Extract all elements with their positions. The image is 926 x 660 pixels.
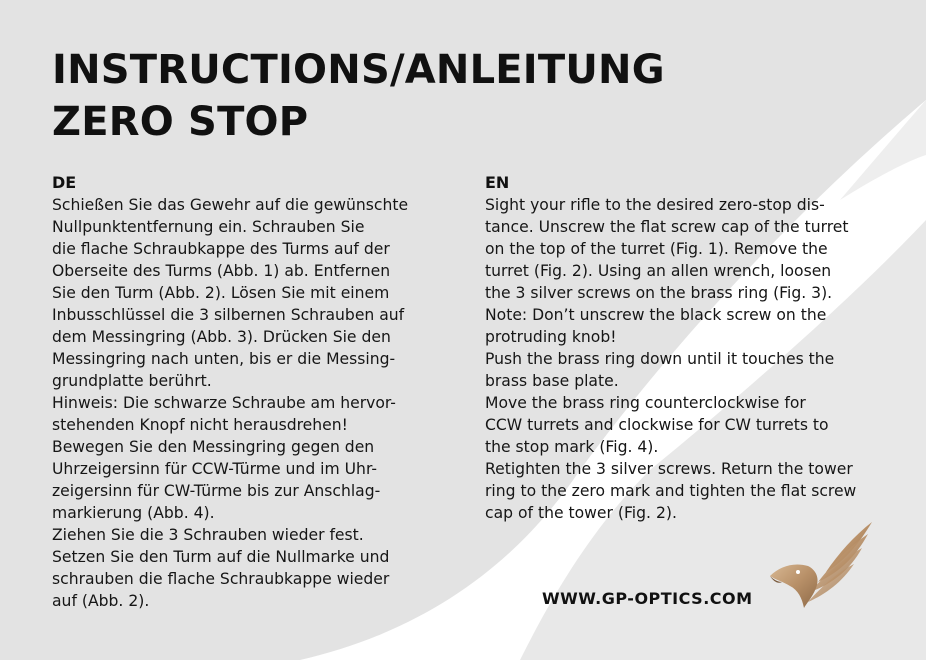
english-text-line: Move the brass ring counterclockwise for bbox=[485, 394, 806, 412]
german-text-line: markierung (Abb. 4). bbox=[52, 504, 215, 522]
page-title-line-2: ZERO STOP bbox=[52, 99, 309, 145]
english-text-line: on the top of the turret (Fig. 1). Remove the bbox=[485, 240, 828, 258]
german-text-line: Ziehen Sie die 3 Schrauben wieder fest. bbox=[52, 526, 364, 544]
english-text-line: CCW turrets and clockwise for CW turrets to bbox=[485, 416, 829, 434]
bird-head-feather-logo-icon bbox=[768, 520, 876, 610]
german-text-line: grundplatte berührt. bbox=[52, 372, 212, 390]
german-instructions bbox=[52, 194, 452, 612]
german-text-line: Bewegen Sie den Messingring gegen den bbox=[52, 438, 375, 456]
english-instructions bbox=[485, 194, 885, 524]
german-text-line: Hinweis: Die schwarze Schraube am hervor- bbox=[52, 394, 396, 412]
english-section-heading: EN bbox=[485, 173, 510, 192]
german-text-line: Uhrzeigersinn für CCW-Türme und im Uhr- bbox=[52, 460, 377, 478]
german-text-line: Nullpunktentfernung ein. Schrauben Sie bbox=[52, 218, 365, 236]
german-section-heading: DE bbox=[52, 173, 77, 192]
english-text-line: ring to the zero mark and tighten the flat screw bbox=[485, 482, 857, 500]
english-text-line: cap of the tower (Fig. 2). bbox=[485, 504, 677, 522]
english-text-line: Retighten the 3 silver screws. Return the tower bbox=[485, 460, 853, 478]
german-text-line: schrauben die flache Schraubkappe wieder bbox=[52, 570, 390, 588]
german-text-line: auf (Abb. 2). bbox=[52, 592, 150, 610]
english-text-line: brass base plate. bbox=[485, 372, 619, 390]
german-text-line: Setzen Sie den Turm auf die Nullmarke und bbox=[52, 548, 390, 566]
german-text-line: Inbusschlüssel die 3 silbernen Schrauben auf bbox=[52, 306, 405, 324]
german-text-line: Sie den Turm (Abb. 2). Lösen Sie mit einem bbox=[52, 284, 390, 302]
german-text-line: dem Messingring (Abb. 3). Drücken Sie den bbox=[52, 328, 391, 346]
german-text-line: die flache Schraubkappe des Turms auf der bbox=[52, 240, 390, 258]
english-section bbox=[485, 172, 885, 524]
english-text-line: tance. Unscrew the flat screw cap of the turret bbox=[485, 218, 849, 236]
english-text-line: the stop mark (Fig. 4). bbox=[485, 438, 659, 456]
german-text-line: stehenden Knopf nicht herausdrehen! bbox=[52, 416, 348, 434]
english-text-line: protruding knob! bbox=[485, 328, 617, 346]
english-text-line: Note: Don’t unscrew the black screw on the bbox=[485, 306, 827, 324]
english-text-line: Sight your rifle to the desired zero-stop dis- bbox=[485, 196, 825, 214]
german-text-line: Messingring nach unten, bis er die Messing- bbox=[52, 350, 396, 368]
german-section bbox=[52, 172, 452, 612]
german-text-line: zeigersinn für CW-Türme bis zur Anschlag- bbox=[52, 482, 381, 500]
english-text-line: Push the brass ring down until it touches the bbox=[485, 350, 835, 368]
german-text-line: Schießen Sie das Gewehr auf die gewünschte bbox=[52, 196, 409, 214]
english-text-line: the 3 silver screws on the brass ring (Fig. 3). bbox=[485, 284, 833, 302]
english-text-line: turret (Fig. 2). Using an allen wrench, loosen bbox=[485, 262, 832, 280]
german-text-line: Oberseite des Turms (Abb. 1) ab. Entfernen bbox=[52, 262, 391, 280]
website-url: WWW.GP-OPTICS.COM bbox=[542, 589, 753, 608]
page-title-line-1: INSTRUCTIONS/ANLEITUNG bbox=[52, 47, 665, 93]
